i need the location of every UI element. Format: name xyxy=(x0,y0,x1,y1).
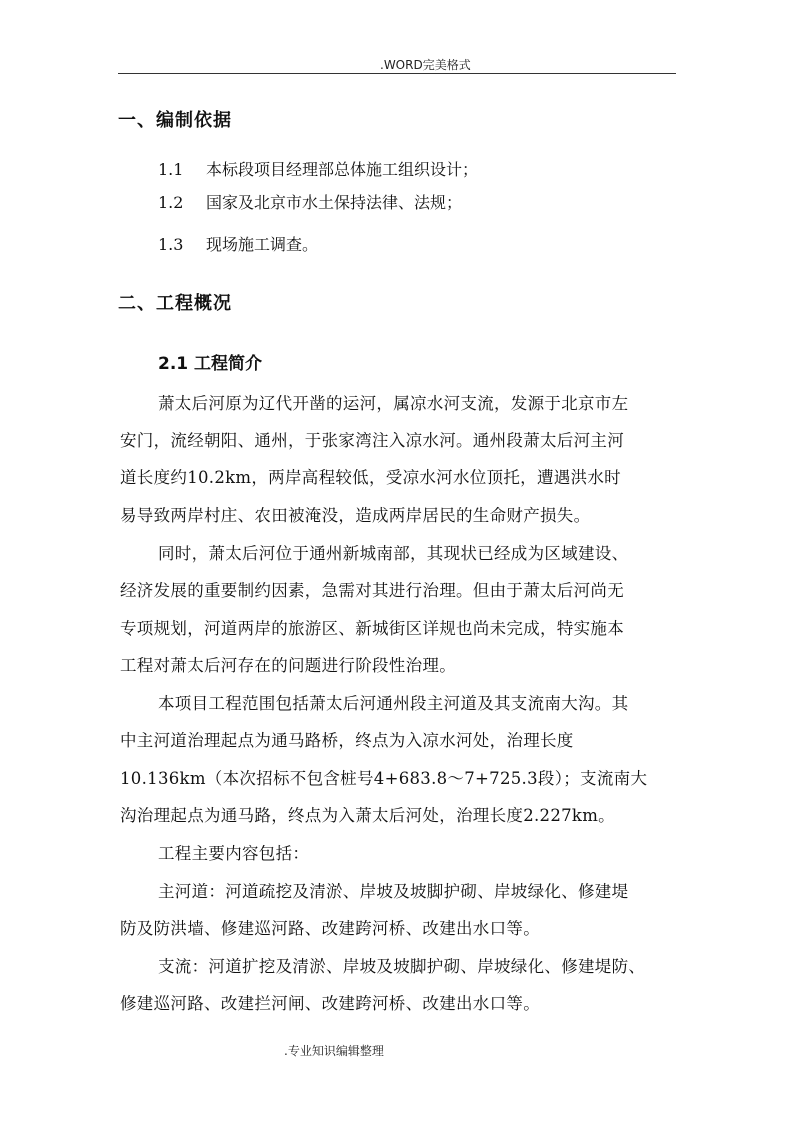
paragraph-line: 工程对萧太后河存在的问题进行阶段性治理。 xyxy=(120,656,456,675)
page-footer-text: .专业知识编辑整理 xyxy=(284,1044,384,1058)
paragraph-line: 修建巡河路、改建拦河闸、改建跨河桥、改建出水口等。 xyxy=(120,994,540,1013)
paragraph-line: 工程主要内容包括： xyxy=(158,844,310,863)
paragraph-line: 易导致两岸村庄、农田被淹没，造成两岸居民的生命财产损失。 xyxy=(120,506,591,525)
list-item xyxy=(158,190,462,213)
section1-heading: 一、编制依据 xyxy=(118,110,232,131)
subsection-heading: 2.1 工程简介 xyxy=(158,354,263,374)
paragraph-line: 沟治理起点为通马路，终点为入萧太后河处，治理长度2.227km。 xyxy=(120,806,615,825)
list-item-number: 1.1 xyxy=(158,160,184,179)
header-divider xyxy=(118,73,676,74)
page-header-text: .WORD完美格式 xyxy=(380,58,471,72)
paragraph-line: 支流：河道扩挖及清淤、岸坡及坡脚护砌、岸坡绿化、修建堤防、 xyxy=(158,957,646,976)
paragraph-line: 经济发展的重要制约因素，急需对其进行治理。但由于萧太后河尚无 xyxy=(120,581,624,600)
list-item-text: 现场施工调查。 xyxy=(206,235,319,254)
list-item-number: 1.3 xyxy=(158,235,184,254)
paragraph-line: 萧太后河原为辽代开凿的运河，属凉水河支流，发源于北京市左 xyxy=(158,394,629,413)
list-item-number: 1.2 xyxy=(158,193,184,212)
list-item-text: 国家及北京市水土保持法律、法规； xyxy=(206,193,463,212)
paragraph-line: 防及防洪墙、修建巡河路、改建跨河桥、改建出水口等。 xyxy=(120,919,540,938)
paragraph-line: 道长度约10.2km，两岸高程较低，受凉水河水位顶托，遭遇洪水时 xyxy=(120,468,621,487)
paragraph-line: 同时，萧太后河位于通州新城南部，其现状已经成为区域建设、 xyxy=(158,544,629,563)
list-item xyxy=(158,157,478,180)
paragraph-line: 本项目工程范围包括萧太后河通州段主河道及其支流南大沟。其 xyxy=(158,694,629,713)
paragraph-line: 安门，流经朝阳、通州，于张家湾注入凉水河。通州段萧太后河主河 xyxy=(120,431,624,450)
paragraph-line: 专项规划，河道两岸的旅游区、新城街区详规也尚未完成，特实施本 xyxy=(120,619,624,638)
paragraph-line: 主河道：河道疏挖及清淤、岸坡及坡脚护砌、岸坡绿化、修建堤 xyxy=(158,882,629,901)
paragraph-line: 10.136km（本次招标不包含桩号4+683.8～7+725.3段）；支流南大 xyxy=(120,769,648,788)
list-item xyxy=(158,232,318,255)
list-item-text: 本标段项目经理部总体施工组织设计； xyxy=(206,160,479,179)
paragraph-line: 中主河道治理起点为通马路桥，终点为入凉水河处，治理长度 xyxy=(120,731,574,750)
section2-heading: 二、工程概况 xyxy=(118,293,232,314)
